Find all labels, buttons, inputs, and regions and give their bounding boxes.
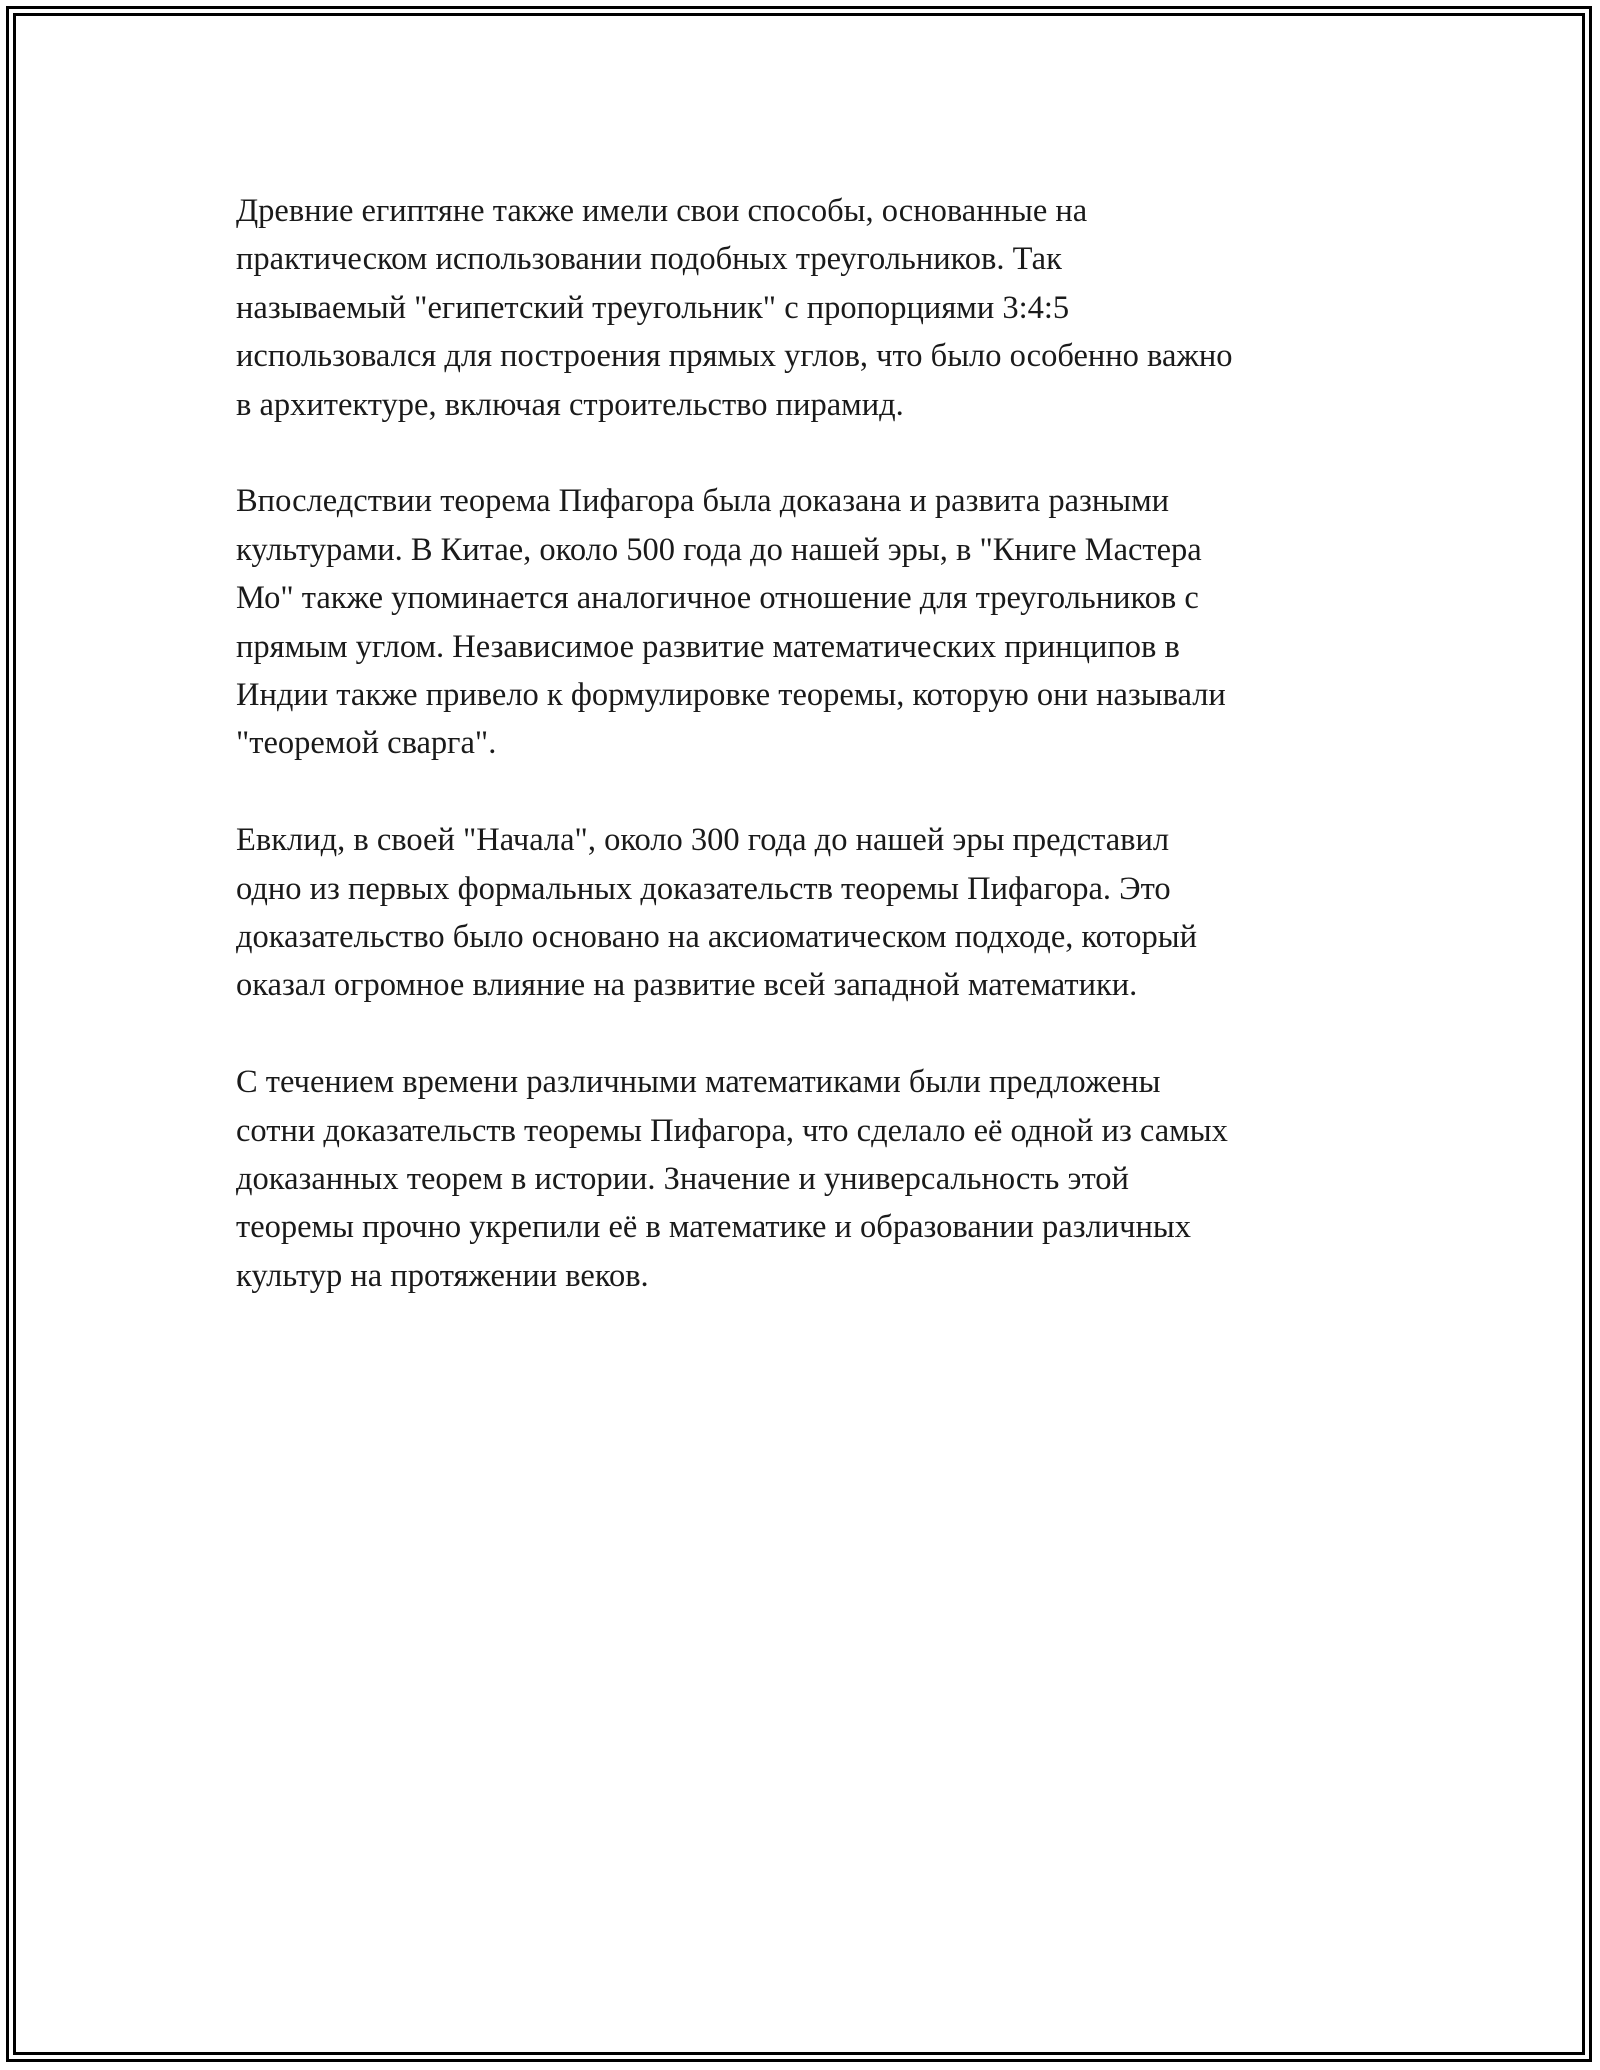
paragraph-proofs: С течением времени различными математиками были предложены сотни доказательств теоремы Пифагора, что сделало её одной из самых доказанных теорем в истории. Значение и универсальность этой теоремы прочно укрепили её в математике и образовании различных культур на протяжении веков.: [236, 1064, 1228, 1294]
paragraph-euclid: Евклид, в своей "Начала", около 300 года до нашей эры представил одно из первых формальных доказательств теоремы Пифагора. Это доказательство было основано на аксиоматическом подходе, который оказал огромное влияние на развитие всей западной математики.: [236, 822, 1197, 1004]
document-body: [236, 187, 1386, 1349]
paragraph-cultures: Впоследствии теорема Пифагора была доказана и развита разными культурами. В Китае, около 500 года до нашей эры, в "Книге Мастера Мо" также упоминается аналогичное отношение для треугольников с прямым углом. Независимое развитие математических принципов в Индии также привело к формулировке теоремы, которую они называли "теоремой сварга".: [236, 483, 1226, 762]
paragraph-egyptian-triangle: Древние египтяне также имели свои способы, основанные на практическом использовании подобных треугольников. Так называемый "египетский треугольник" с пропорциями 3:4:5 использовался для построения прямых углов, что было особенно важно в архитектуре, включая строительство пирамид.: [236, 193, 1233, 423]
